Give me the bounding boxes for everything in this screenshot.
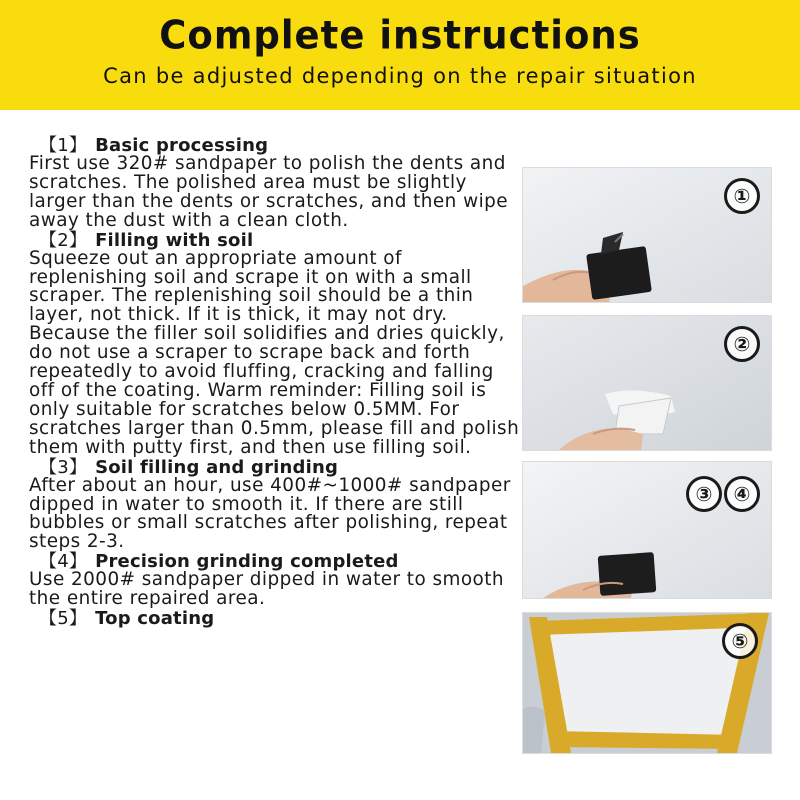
- step-3-number: 【3】: [39, 456, 88, 478]
- step-3-body: After about an hour, use 400#~1000# sandpaper dipped in water to smooth it. If there are still bubbles or small scratches after polishing, repeat steps 2-3.: [29, 474, 511, 553]
- step-badge-2: ②: [724, 326, 760, 362]
- step-2-title: Filling with soil: [95, 229, 254, 251]
- photo-step-1: [522, 167, 772, 303]
- step-1-body: First use 320# sandpaper to polish the dents and scratches. The polished area must be slightly larger than the dents or scratches, and then wipe away the dust with a clean cloth.: [29, 153, 509, 231]
- page-subtitle: Can be adjusted depending on the repair situation: [103, 64, 697, 88]
- step-1-number: 【1】: [39, 135, 88, 156]
- step-2-body: Squeeze out an appropriate amount of replenishing soil and scrape it on with a small scraper. The replenishing soil should be a thin layer, not thick. If it is thick, it may not dry. Because the filler soil solidifies and dries quickly, do not use a scraper to scrape back and forth repeatedly to avoid fluffing, cracking and falling off of the coating. Warm reminder: Filling soil is only suitable for scratches below 0.5MM. For scratches larger than 0.5mm, please fill and polish them with putty first, and then use filling soil.: [29, 247, 520, 458]
- step-3-heading: [29, 458, 521, 477]
- step-badge-3: ③: [686, 476, 722, 512]
- step-2-heading: [29, 231, 521, 250]
- step-2-number: 【2】: [39, 229, 88, 251]
- page-title: Complete instructions: [159, 12, 641, 59]
- step-badge-4: ④: [724, 476, 760, 512]
- step-5-heading: [29, 609, 521, 628]
- photo-step-2: [522, 315, 772, 451]
- header-banner: [0, 0, 800, 110]
- step-4-title: Precision grinding completed: [95, 551, 399, 573]
- step-badge-1: ①: [724, 178, 760, 214]
- step-badge-5: ⑤: [722, 623, 758, 659]
- instructions-text: [29, 136, 521, 628]
- step-5-title: Top coating: [95, 608, 215, 630]
- photo-step-3-4: [522, 461, 772, 599]
- step-4-number: 【4】: [39, 551, 88, 573]
- step-5-number: 【5】: [39, 608, 88, 630]
- step-1-title: Basic processing: [95, 135, 269, 156]
- photo-step-5: [522, 612, 772, 754]
- step-4-body: Use 2000# sandpaper dipped in water to smooth the entire repaired area.: [29, 569, 505, 610]
- step-3-title: Soil filling and grinding: [95, 456, 339, 478]
